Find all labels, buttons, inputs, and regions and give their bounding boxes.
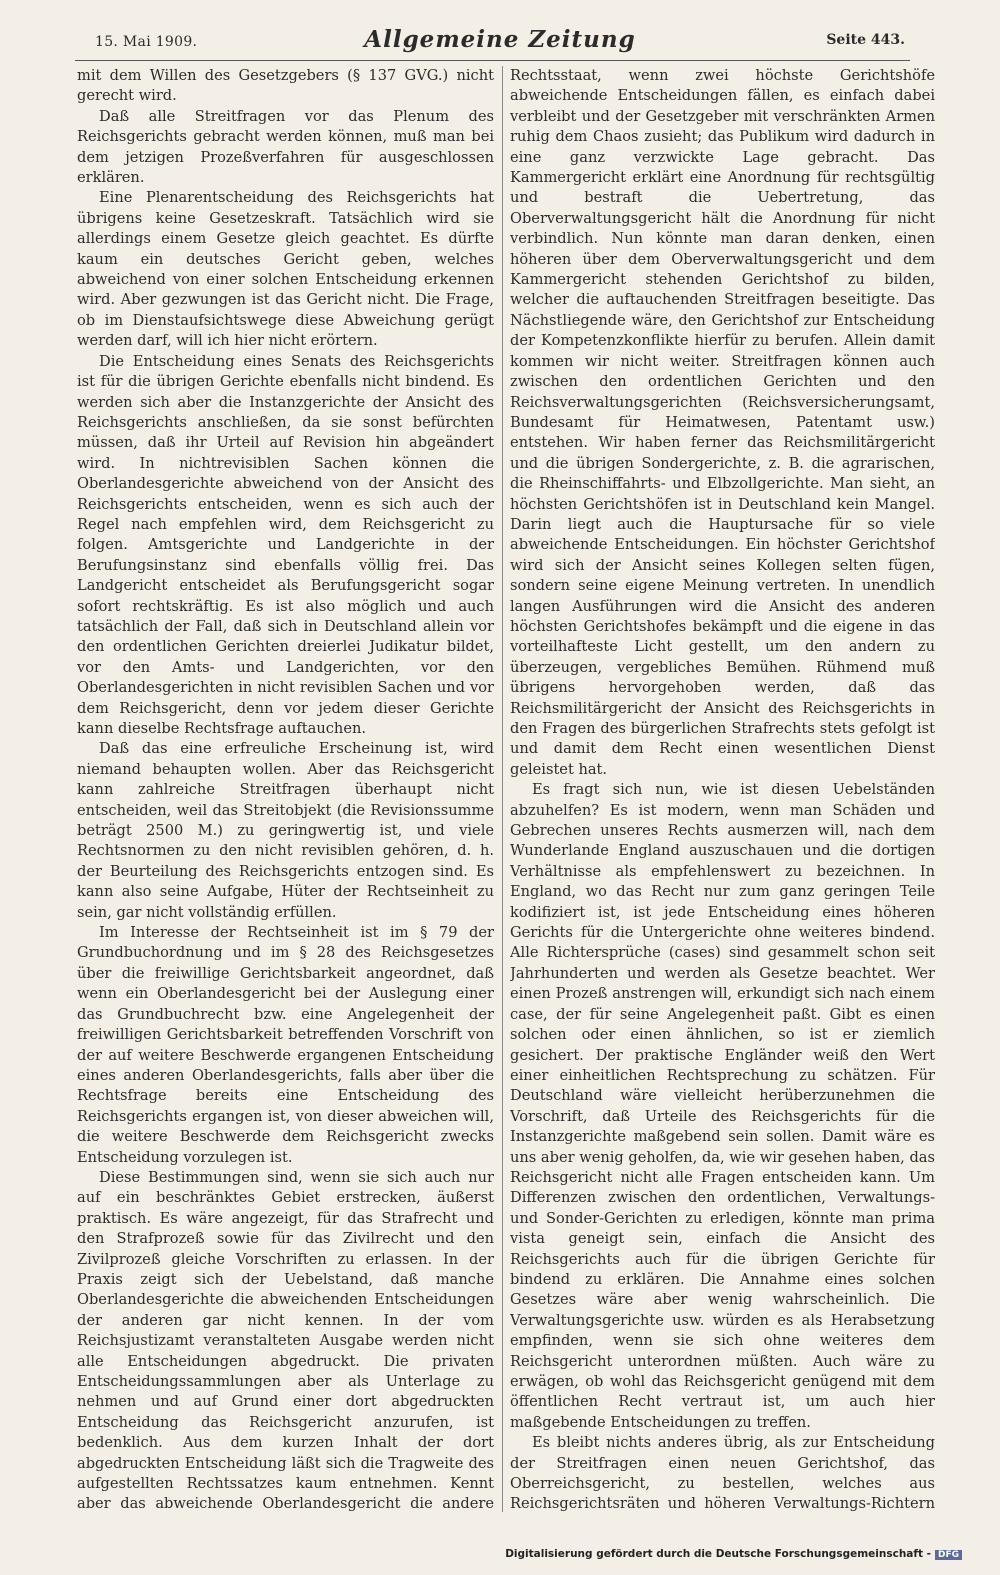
paragraph: Daß alle Streitfragen vor das Plenum des Reichsgerichts gebracht werden können, muß man bei dem jetzigen Prozeßverfahren für ausgeschlossen erklären. bbox=[77, 107, 494, 187]
digitization-footer bbox=[505, 1548, 962, 1560]
paragraph: Im Interesse der Rechtseinheit ist im § 79 der Grundbuchordnung und im § 28 des Reichsgesetzes über die freiwillige Gerichtsbarkeit angeordnet, daß wenn ein Oberlandesgericht bei der Auslegung einer das Grundbuchrecht bzw. eine Angelegenheit der freiwilligen Gerichtsbarkeit betreffenden Vorschrift von der auf weitere Beschwerde ergangenen Entscheidung eines anderen Oberlandesgerichts, falls aber über die Rechtsfrage bereits eine Entscheidung des Reichsgerichts ergangen ist, von dieser abweichen will, die weitere Beschwerde dem Reichsgericht zwecks Entscheidung vorzulegen ist. bbox=[77, 924, 494, 1166]
dfg-logo: DFG bbox=[935, 1550, 962, 1560]
newspaper-title: Allgemeine Zeitung bbox=[364, 26, 636, 53]
paragraph: mit dem Willen des Gesetzgebers (§ 137 GVG.) nicht gerecht wird. bbox=[77, 67, 494, 105]
paragraph: Die Entscheidung eines Senats des Reichsgerichts ist für die übrigen Gerichte ebenfalls nicht bindend. Es werden sich aber die Instanzgerichte der Ansicht des Reichsgerichts anschließen, da sie sonst befürchten müssen, daß ihr Urteil auf Revision hin abgeändert wird. In nichtrevisiblen Sachen können die Oberlandesgerichte abweichend von der Ansicht des Reichsgerichts entscheiden, wenn es sich auch der Regel nach empfehlen wird, dem Reichsgericht zu folgen. Amtsgerichte und Landgerichte in der Berufungsinstanz sind ebenfalls völlig frei. Das Landgericht entscheidet als Berufungsgericht sogar sofort rechtskräftig. Es ist also möglich und auch tatsächlich der Fall, daß sich in Deutschland allein vor den ordentlichen Gerichten dreierlei Judikatur bildet, vor den Amts- und Landgerichten, vor den Oberlandesgerichten in nicht revisiblen Sachen und vor dem Reichsgericht, denn vor jedem dieser Gerichte kann dieselbe Rechtsfrage auftauchen. bbox=[77, 352, 494, 737]
paragraph: Rechtsstaat, wenn zwei höchste Gerichtshöfe abweichende Entscheidungen fällen, es einfach dabei verbleibt und der Gesetzgeber mit verschränkten Armen ruhig dem Chaos zusieht; das Publikum wird dadurch in eine ganz verzwickte Lage gebracht. Das Kammergericht erklärt eine Anordnung für rechtsgültig und bestraft die Uebertretung, das Oberverwaltungsgericht hält die Anordnung für nicht verbindlich. Nun könnte man daran denken, einen höheren über dem Oberverwaltungsgericht und dem Kammergericht stehenden Gerichtshof zu bilden, welcher die auftauchenden Streitfragen beseitigte. Das Nächstliegende wäre, den Gerichtshof zur Entscheidung der Kompetenzkonflikte hierfür zu berufen. Allein damit kommen wir nicht weiter. Streitfragen können auch zwischen den ordentlichen Gerichten und den Reichsverwaltungsgerichten (Reichsversicherungsamt, Bundesamt für Heimatwesen, Patentamt usw.) entstehen. Wir haben ferner das Reichsmilitärgericht und die übrigen Sondergerichte, z. B. die agrarischen, die Rheinschiffahrts- und Elbzollgerichte. Man sieht, an höchsten Gerichtshöfen ist in Deutschland kein Mangel. Darin liegt auch die Hauptursache für so viele abweichende Entscheidungen. Ein höchster Gerichtshof wird sich der Ansicht seines Kollegen selten fügen, sondern seine eigene Meinung vertreten. In unendlich langen Ausführungen wird die Ansicht des anderen höchsten Gerichtshofes bekämpft und die eigene in das vorteilhafteste Licht gestellt, um den andern zu überzeugen, vergebliches Bemühen. Rühmend muß übrigens hervorgehoben werden, daß das Reichsmilitärgericht der Ansicht des Reichsgerichts in den Fragen des bürgerlichen Strafrechts stets gefolgt ist und damit dem Recht einen wesentlichen Dienst geleistet hat. bbox=[510, 67, 935, 778]
paragraph: Eine Plenarentscheidung des Reichsgerichts hat übrigens keine Gesetzeskraft. Tatsächlich wird sie allerdings einem Gesetze gleich geachtet. Es dürfte kaum ein deutsches Gericht geben, welches abweichend von einer solchen Entscheidung erkennen wird. Aber gezwungen ist das Gericht nicht. Die Frage, ob im Dienstaufsichtswege diese Abweichung gerügt werden darf, will ich hier nicht erörtern. bbox=[77, 189, 494, 350]
left-column bbox=[77, 66, 494, 1514]
footer-text: Digitalisierung gefördert durch die Deutsche Forschungsgemeinschaft - bbox=[505, 1548, 931, 1560]
page-header bbox=[95, 26, 905, 56]
column-separator bbox=[502, 66, 503, 1512]
paragraph: Es bleibt nichts anderes übrig, als zur Entscheidung der Streitfragen einen neuen Gerichtshof, das Oberreichsgericht, zu bestellen, welches aus Reichsgerichtsräten und höheren Verwaltungs-Richtern bbox=[510, 1434, 935, 1513]
header-rule bbox=[75, 60, 910, 61]
issue-date: 15. Mai 1909. bbox=[95, 34, 198, 50]
right-column bbox=[510, 66, 935, 1514]
paragraph: Daß das eine erfreuliche Erscheinung ist, wird niemand behaupten wollen. Aber das Reichsgericht kann zahlreiche Streitfragen überhaupt nicht entscheiden, weil das Streitobjekt (die Revisionssumme beträgt 2500 M.) zu geringwertig ist, und viele Rechtsnormen zu den nicht revisiblen gehören, d. h. der Beurteilung des Reichsgerichts entzogen sind. Es kann also seine Aufgabe, Hüter der Rechtseinheit zu sein, gar nicht vollständig erfüllen. bbox=[77, 740, 494, 921]
paragraph: Diese Bestimmungen sind, wenn sie sich auch nur auf ein beschränktes Gebiet erstrecken, äußerst praktisch. Es wäre angezeigt, für das Strafrecht und den Strafprozeß sowie für das Zivilrecht und den Zivilprozeß gleiche Vorschriften zu erlassen. In der Praxis zeigt sich der Uebelstand, daß manche Oberlandesgerichte die abweichenden Entscheidungen der anderen gar nicht kennen. In der vom Reichsjustizamt veranstalteten Ausgabe werden nicht alle Entscheidungen abgedruckt. Die privaten Entscheidungssammlungen aber als Unterlage zu nehmen und auf Grund einer dort abgedruckten Entscheidung das Reichsgericht anzurufen, ist bedenklich. Aus dem kurzen Inhalt der dort abgedruckten Entscheidung läßt sich die Tragweite des aufgestellten Rechtssatzes kaum entnehmen. Kennt aber das abweichende Oberlandesgericht die andere bbox=[77, 1168, 494, 1513]
paragraph: Es fragt sich nun, wie ist diesen Uebelständen abzuhelfen? Es ist modern, wenn man Schäden und Gebrechen unseres Rechts ausmerzen will, nach dem Wunderlande England auszuschauen und die dortigen Verhältnisse als empfehlenswert zu bezeichnen. In England, wo das Recht nur zum ganz geringen Teile kodifiziert ist, ist jede Entscheidung eines höheren Gerichts für die Untergerichte ohne weiteres bindend. Alle Richtersprüche (cases) sind gesammelt schon seit Jahrhunderten und werden als Gesetze beachtet. Wer einen Prozeß anstrengen will, erkundigt sich nach einem case, der für seine Angelegenheit paßt. Gibt es einen solchen oder einen ähnlichen, so ist er ziemlich gesichert. Der praktische Engländer weiß den Wert einer einheitlichen Rechtsprechung zu schätzen. Für Deutschland wäre vielleicht herüberzunehmen die Vorschrift, daß Urteile des Reichsgerichts für die Instanzgerichte maßgebend sein sollen. Damit wäre es uns aber wenig geholfen, da, wie wir gesehen haben, das Reichsgericht nicht alle Fragen entscheiden kann. Um Differenzen zwischen den ordentlichen, Verwaltungs- und Sonder-Gerichten zu erledigen, könnte man prima vista geneigt sein, einfach die Ansicht des Reichsgerichts auch für die übrigen Gerichte für bindend zu erklären. Die Annahme eines solchen Gesetzes wäre aber wenig wahrscheinlich. Die Verwaltungsgerichte usw. würden es als Herabsetzung empfinden, wenn sie sich ohne weiteres dem Reichsgericht unterordnen müßten. Auch wäre zu erwägen, ob wohl das Reichsgericht genügend mit dem öffentlichen Recht vertraut ist, um auch hier maßgebende Entscheidungen zu treffen. bbox=[510, 781, 935, 1431]
page-number: Seite 443. bbox=[826, 32, 905, 48]
